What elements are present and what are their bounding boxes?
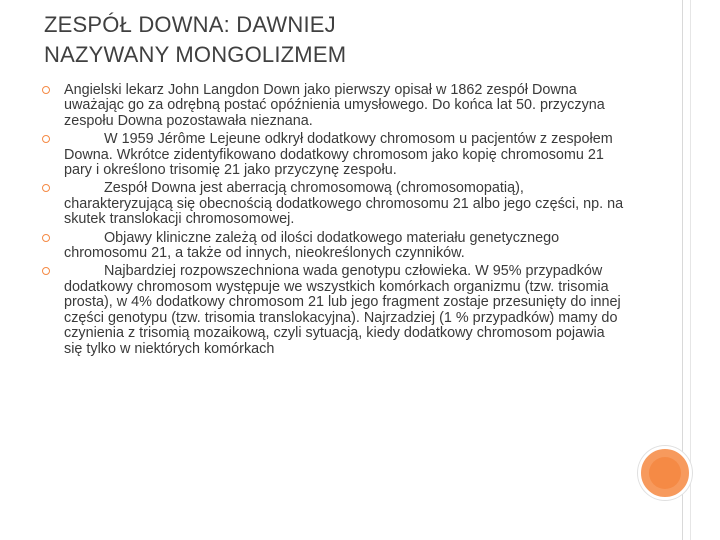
orange-circle-inner-icon <box>649 457 681 489</box>
circle-bullet-icon <box>42 184 50 192</box>
bullet-item-5 <box>42 264 627 356</box>
bullet-list <box>42 83 627 360</box>
bullet-text: W 1959 Jérôme Lejeune odkrył dodatkowy chromosom u pacjentów z zespołem Downa. Wkrótce zidentyfikowano dodatkowy chromosom jako kopię chromosomu 21 pary i określono trisomię 21 jako przyczynę zespołu. <box>64 131 613 179</box>
bullet-item-4 <box>42 231 627 262</box>
bullet-item-1 <box>42 83 627 129</box>
bullet-text: Objawy kliniczne zależą od ilości dodatkowego materiału genetycznego chromosomu 21, a także od innych, nieokreślonych czynników. <box>64 229 560 262</box>
bullet-text: Angielski lekarz John Langdon Down jako pierwszy opisał w 1862 zespół Downa uważając go za odrębną postać opóźnienia umysłowego. Do końca lat 50. przyczyna zespołu Downa pozostawała nieznana. <box>64 82 605 129</box>
slide-title <box>44 10 644 70</box>
circle-bullet-icon <box>42 267 50 275</box>
bullet-item-3 <box>42 181 627 227</box>
slide-title-line-1: ZESPÓŁ DOWNA: DAWNIEJ <box>44 12 336 37</box>
circle-bullet-icon <box>42 135 50 143</box>
bullet-text: Najbardziej rozpowszechniona wada genotypu człowieka. W 95% przypadków dodatkowy chromosom występuje we wszystkich komórkach organizmu (tzw. trisomia prosta), w 4% dodatkowy chromosom 21 lub jego fragment zostaje przesunięty do innej części genotypu (tzw. trisomia translokacyjna). Najrzadziej (1 % przypadków) mamy do czynienia z trisomią mozaikową, czyli sytuacją, kiedy dodatkowy chromosom pojawia się tylko w niektórych komórkach <box>64 263 621 357</box>
circle-bullet-icon <box>42 234 50 242</box>
decorative-vertical-line-inner <box>690 0 691 540</box>
bullet-item-2 <box>42 132 627 178</box>
bullet-text: Zespół Downa jest aberracją chromosomową (chromosomopatią), charakteryzującą się obecnością dodatkowego chromosomu 21 albo jego części, np. na skutek translokacji chromosomowej. <box>64 180 624 228</box>
circle-bullet-icon <box>42 86 50 94</box>
slide-title-line-2: NAZYWANY MONGOLIZMEM <box>44 42 347 67</box>
